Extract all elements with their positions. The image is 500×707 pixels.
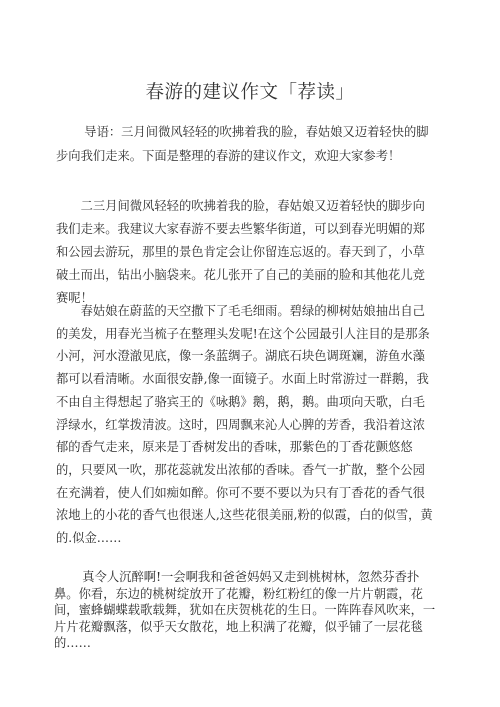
guide-paragraph: 导语：三月间微风轻轻的吹拂着我的脸，春姑娘又迈着轻快的脚步向我们走来。下面是整理的春游的建议作文，欢迎大家参考！ <box>56 125 429 163</box>
page-title: 春游的建议作文「荐读」 <box>145 82 355 103</box>
body-paragraph-3: 真令人沉醉啊!一会啊我和爸爸妈妈又走到桃树林，忽然芬香扑鼻。你看，东边的桃树绽放开了花瓣，粉红粉红的像一片片朝霞，花间，蜜蜂蝴蝶载歌载舞，犹如在庆贺桃花的生日。一阵阵春风吹来，一片片花瓣飘落，似乎天女散花，地上积满了花瓣，似乎铺了一层花毯的…… <box>54 570 436 650</box>
body-paragraph-1: 二三月间微风轻轻的吹拂着我的脸，春姑娘又迈着轻快的脚步向我们走来。我建议大家春游不要去些繁华街道，可以到春光明媚的郑和公园去游玩，那里的景色肯定会让你留连忘返的。春天到了，小草破土而出，钻出小脑袋来。花儿张开了自己的美丽的脸和其他花儿竞赛呢！ <box>56 199 425 305</box>
body-paragraph-2: 春姑娘在蔚蓝的天空撒下了毛毛细雨。碧绿的柳树姑娘抽出自己的美发，用春光当梳子在整理头发呢!在这个公园最引人注目的是那条小河，河水澄澈见底，像一条蓝绸子。湖底石块色调斑斓，游鱼水藻都可以看清晰。水面很安静,像一面镜子。水面上时常游过一群鹅，我不由自主得想起了骆宾王的《咏鹅》鹅，鹅，鹅。曲项向天歌，白毛浮绿水，红掌拨清波。这时，四周飘来沁人心脾的芳香，我沿着这浓郁的香气走来，原来是丁香树发出的香味，那紫色的丁香花颤悠悠的，只要风一吹，那花蕊就发出浓郁的香味。香气一扩散，整个公园在充满着，使人们如痴如醉。你可不要不要以为只有丁香花的香气很浓地上的小花的香气也很迷人,这些花很美丽,粉的似霞，白的似雪，黄的.似金…… <box>56 304 433 546</box>
